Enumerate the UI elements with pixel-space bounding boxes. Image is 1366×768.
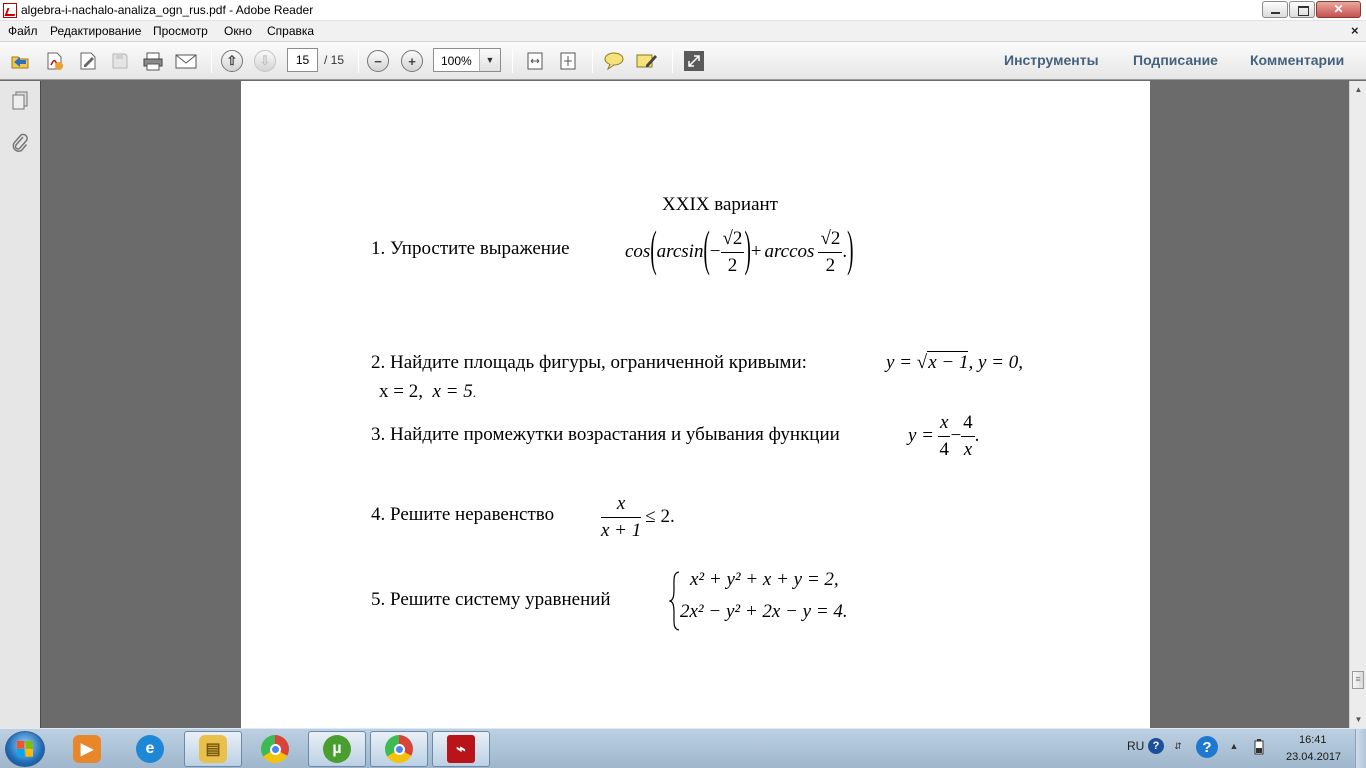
edit-icon[interactable] bbox=[77, 50, 99, 72]
task-5-label: 5. Решите систему уравнений bbox=[371, 589, 611, 610]
tab-tools[interactable]: Инструменты bbox=[1004, 52, 1099, 68]
start-button[interactable] bbox=[5, 731, 45, 767]
task-3-label: 3. Найдите промежутки возрастания и убывания функции bbox=[371, 424, 840, 445]
utorrent-icon: µ bbox=[323, 735, 351, 763]
internet-explorer-icon: e bbox=[136, 735, 164, 763]
zoom-in-icon[interactable]: + bbox=[401, 50, 423, 72]
task-4-label: 4. Решите неравенство bbox=[371, 504, 555, 525]
toolbar-separator bbox=[672, 49, 673, 73]
task-3-function bbox=[908, 411, 979, 461]
fraction-denominator: 2 bbox=[825, 254, 836, 276]
curve-rest: , y = 0, bbox=[968, 352, 1023, 373]
task-2-label: 2. Найдите площадь фигуры, ограниченной кривыми: bbox=[371, 352, 807, 373]
fraction-denominator: x bbox=[963, 438, 973, 460]
y-equals: y = bbox=[908, 425, 935, 446]
language-options-icon[interactable]: ⇵ bbox=[1174, 740, 1182, 751]
file-explorer-icon: ▤ bbox=[199, 735, 227, 763]
task-2-curve bbox=[886, 352, 1023, 374]
fraction-denominator: 4 bbox=[939, 438, 949, 460]
fit-page-icon[interactable] bbox=[557, 50, 579, 72]
menu-view[interactable]: Просмотр bbox=[153, 24, 208, 38]
next-page-icon[interactable]: ⇩ bbox=[254, 50, 276, 72]
maximize-button[interactable] bbox=[1289, 1, 1315, 18]
fraction bbox=[721, 228, 745, 277]
chrome-icon bbox=[261, 735, 289, 763]
fraction-numerator: 4 bbox=[961, 412, 975, 437]
page-thumbnails-icon[interactable] bbox=[9, 89, 31, 113]
toolbar-separator bbox=[512, 49, 513, 73]
chevron-down-icon[interactable]: ▼ bbox=[479, 49, 500, 71]
period: . bbox=[974, 425, 980, 446]
fraction-numerator: x bbox=[938, 412, 950, 437]
close-icon: ✕ bbox=[1333, 2, 1344, 16]
chrome-icon bbox=[385, 735, 413, 763]
close-window-button[interactable] bbox=[1316, 1, 1361, 18]
fraction-numerator: x bbox=[601, 493, 641, 518]
task-4-inequality bbox=[601, 492, 675, 542]
fullscreen-icon[interactable] bbox=[683, 50, 705, 72]
scroll-up-icon[interactable]: ▲ bbox=[1354, 85, 1363, 94]
period: . bbox=[842, 241, 848, 262]
battery-icon[interactable] bbox=[1253, 738, 1265, 756]
open-file-icon[interactable] bbox=[9, 50, 31, 72]
email-icon[interactable] bbox=[175, 50, 197, 72]
taskbar-app-chrome[interactable] bbox=[370, 731, 428, 767]
page-number-input[interactable] bbox=[287, 48, 318, 72]
menu-help[interactable]: Справка bbox=[267, 24, 315, 38]
adobe-reader-icon: ⌁ bbox=[447, 735, 475, 763]
attachments-icon[interactable] bbox=[9, 131, 31, 155]
period: . bbox=[472, 385, 476, 400]
toolbar-separator bbox=[592, 49, 593, 73]
scrollbar-thumb[interactable]: ≡ bbox=[1352, 671, 1364, 689]
minimize-button[interactable] bbox=[1262, 1, 1288, 18]
equation-1: x² + y² + x + y = 2, bbox=[690, 569, 839, 590]
close-document-icon[interactable]: × bbox=[1351, 23, 1359, 38]
adobe-reader-icon bbox=[3, 3, 17, 18]
scroll-down-icon[interactable]: ▼ bbox=[1354, 715, 1363, 724]
taskbar-app-utorrent[interactable] bbox=[308, 731, 366, 767]
x-equals-2: x = 2, bbox=[379, 381, 423, 402]
equation-2: 2x² − y² + 2x − y = 4. bbox=[680, 601, 848, 622]
cos-function: cos bbox=[625, 241, 651, 262]
taskbar-app-adobe-reader[interactable] bbox=[432, 731, 490, 767]
show-desktop-button[interactable] bbox=[1355, 729, 1366, 768]
highlight-icon[interactable] bbox=[636, 50, 658, 72]
sqrt-symbol: √ bbox=[916, 352, 928, 373]
menu-file[interactable]: Файл bbox=[8, 24, 38, 38]
comment-icon[interactable] bbox=[603, 50, 625, 72]
clock-time[interactable]: 16:41 bbox=[1299, 734, 1327, 746]
fraction-numerator: √2 bbox=[818, 228, 842, 253]
window-title: algebra-i-nachalo-analiza_ogn_rus.pdf - Adobe Reader bbox=[21, 3, 314, 17]
fraction bbox=[961, 412, 975, 461]
toolbar-separator bbox=[211, 49, 212, 73]
language-indicator[interactable]: RU bbox=[1127, 739, 1145, 753]
tab-sign[interactable]: Подписание bbox=[1133, 52, 1218, 68]
fraction bbox=[601, 493, 641, 542]
document-view[interactable] bbox=[42, 81, 1348, 728]
taskbar-app-internet-explorer[interactable] bbox=[121, 731, 179, 767]
paren-open: ( bbox=[650, 223, 657, 278]
fit-width-icon[interactable] bbox=[524, 50, 546, 72]
taskbar-app-media-player[interactable] bbox=[58, 731, 116, 767]
paren-close: ) bbox=[847, 223, 854, 278]
menu-window[interactable]: Окно bbox=[224, 24, 252, 38]
task-1-expression bbox=[625, 221, 853, 283]
paren-open: ( bbox=[703, 223, 710, 278]
taskbar-app-chrome[interactable] bbox=[246, 731, 304, 767]
pdf-page bbox=[241, 81, 1150, 728]
y-equals: y = bbox=[886, 352, 917, 373]
taskbar bbox=[0, 728, 1366, 768]
zoom-out-icon[interactable]: − bbox=[367, 50, 389, 72]
fraction bbox=[938, 412, 950, 461]
navigation-panel bbox=[0, 81, 41, 728]
minus-sign: − bbox=[950, 425, 962, 446]
zoom-value: 100% bbox=[441, 54, 472, 68]
task-2-line-2 bbox=[379, 381, 476, 403]
sqrt-argument: x − 1 bbox=[928, 352, 969, 373]
paren-close: ) bbox=[744, 223, 751, 278]
menu-bar bbox=[0, 21, 1366, 42]
title-bar bbox=[0, 0, 1366, 21]
page-total: / 15 bbox=[324, 53, 345, 67]
save-icon[interactable] bbox=[109, 50, 131, 72]
show-hidden-icons-icon[interactable]: ▲ bbox=[1229, 741, 1239, 751]
arccos-function: arccos bbox=[764, 241, 815, 262]
create-pdf-icon[interactable] bbox=[43, 50, 65, 72]
fraction-denominator: 2 bbox=[727, 254, 738, 276]
arcsin-function: arcsin bbox=[656, 241, 704, 262]
plus-sign: + bbox=[750, 241, 762, 262]
print-icon[interactable] bbox=[142, 50, 164, 72]
zoom-select[interactable] bbox=[433, 48, 501, 72]
previous-page-icon[interactable]: ⇧ bbox=[221, 50, 243, 72]
x-equals-5: x = 5 bbox=[432, 381, 473, 402]
media-player-icon: ▶ bbox=[73, 735, 101, 763]
fraction-denominator: x + 1 bbox=[601, 519, 642, 541]
vertical-scrollbar[interactable] bbox=[1349, 81, 1366, 728]
variant-heading: XXIX вариант bbox=[662, 194, 778, 215]
menu-edit[interactable]: Редактирование bbox=[50, 24, 142, 38]
tab-comment[interactable]: Комментарии bbox=[1250, 52, 1345, 68]
inequality-rhs: ≤ 2. bbox=[645, 506, 675, 527]
toolbar-separator bbox=[358, 49, 359, 73]
clock-date[interactable]: 23.04.2017 bbox=[1286, 751, 1342, 763]
help-language-icon[interactable]: ? bbox=[1148, 738, 1164, 754]
fraction-numerator: √2 bbox=[721, 228, 745, 253]
help-icon[interactable]: ? bbox=[1196, 736, 1218, 758]
minus-sign: − bbox=[709, 241, 721, 262]
task-1-label: 1. Упростите выражение bbox=[371, 238, 570, 259]
taskbar-app-file-explorer[interactable] bbox=[184, 731, 242, 767]
fraction bbox=[818, 228, 842, 277]
